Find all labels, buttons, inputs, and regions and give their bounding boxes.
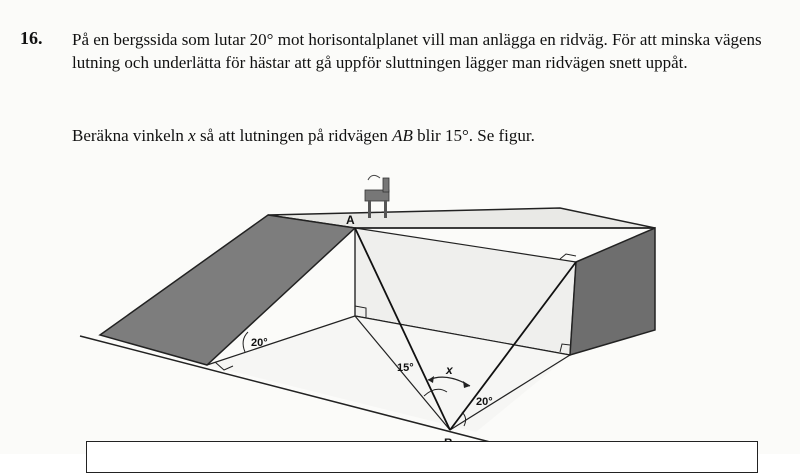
answer-box[interactable] (86, 441, 758, 473)
angle-base-label: 20° (476, 396, 493, 408)
label-a: A (346, 213, 355, 227)
task-prefix: Beräkna vinkeln (72, 126, 189, 145)
angle-road-label: 15° (397, 362, 414, 374)
slope-angle-arc (243, 332, 248, 352)
horse-illustration (365, 175, 389, 218)
right-angle-back (560, 254, 576, 259)
task-mid: så att lutningen på ridvägen (195, 126, 393, 145)
task-variable-x: x (188, 126, 196, 145)
question-text: På en bergssida som lutar 20° mot horisontalplanet vill man anlägga en ridväg. För att minska vägens lutning och underlätta för hästar att gå uppför sluttningen lägger man ridvägen snett uppåt. (72, 30, 762, 72)
label-x: x (446, 363, 453, 377)
angle-slope-label: 20° (251, 337, 268, 349)
task-variable-ab: AB (392, 126, 413, 145)
question-number: 16. (20, 28, 43, 48)
right-block (570, 228, 655, 355)
task-suffix: blir 15°. Se figur. (412, 126, 535, 145)
